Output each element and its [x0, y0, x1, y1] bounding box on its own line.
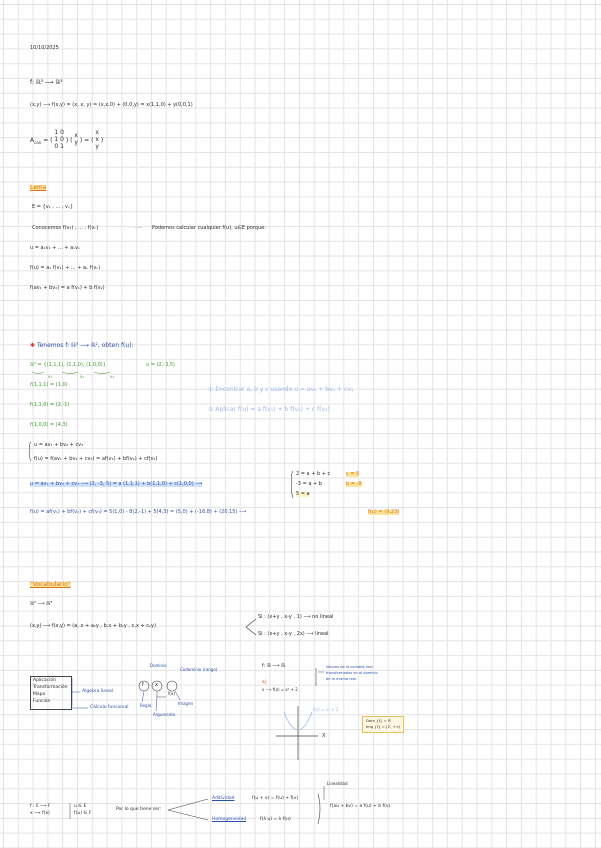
argumento-label: Argumento — [153, 712, 176, 717]
x-axis-label: X — [322, 733, 326, 739]
combined-eq: f(au + bv) = a f(u) + b f(v) — [330, 804, 391, 809]
graph-note-1: Valores de la variable real — [326, 665, 373, 669]
example-basis: ℝ³ = {(1,1,1), (1,1,0), (1,0,0)} — [30, 362, 106, 368]
vector-entry: x — [95, 135, 99, 143]
lema-u-def: u = a₁v₁ + ... + aₙvₙ — [30, 245, 81, 251]
matrix-row: 1 0 — [54, 135, 64, 143]
algebra-lineal-label: Algebra lineal — [82, 689, 113, 694]
calc-line: u = av₁ + bv₂ + cv₃ ⟶ (2, -3, 5) = a (1,1,1) + b(1,1,0) + c(1,0,0) ⟶ — [30, 481, 203, 487]
bottom-map: x ⟶ f(x) — [30, 811, 50, 816]
parabola-icon — [284, 712, 312, 730]
image-v2: f(1,1,0) = (2,-1) — [30, 402, 70, 408]
branch-arrow-icon — [246, 619, 256, 635]
homogeneidad-eq: f(λ u) = λ f(u) — [260, 817, 291, 822]
equation-1: 2 = a + b + c — [296, 471, 331, 477]
term-item: Transformación — [33, 685, 68, 690]
basis-sub-v1: v₁ — [48, 374, 52, 379]
bottom-brace-icon — [318, 794, 320, 824]
linealidad-label: Linealidad — [327, 781, 348, 786]
codomain-circle-icon — [167, 681, 177, 691]
final-answer: f(u) = (9,23) — [368, 509, 400, 515]
output-vector — [95, 130, 99, 151]
graph-note-2: transformados en el dominio — [326, 671, 378, 675]
dominio-label: Dominio — [150, 663, 167, 668]
star-icon: ✱ — [30, 342, 36, 349]
f-node: f — [142, 682, 144, 688]
image-v3: f(1,0,0) = (4,3) — [30, 422, 68, 428]
matrix-row: 1 0 — [54, 129, 64, 136]
rule-circle-icon — [139, 681, 149, 691]
homogeneidad-label: Homogeneidad — [212, 817, 247, 822]
bottom-cond-2: f(u) ∈ F — [74, 811, 92, 816]
canonical-matrix: $A_{can}$ = ( 1 0 1 0 0 1 ) ( x y ) = ( x x y ) — [30, 129, 104, 150]
domain-image-box — [362, 716, 404, 733]
graph-ej-label: ej: — [262, 679, 267, 684]
matrix-subscript: can — [34, 140, 42, 146]
fx-node: f(x) — [168, 691, 175, 696]
example-title: Tenemos f: ℝ³ ⟶ ℝ², obten f(u): — [36, 342, 134, 349]
regla-label: Regla — [140, 703, 152, 708]
solution-b: b = -8 — [346, 481, 362, 487]
function-expansion: (x,y) ⟶ f(x,y) = (x, x, y) = (x,x,0) + (0,0,y) = x(1,1,0) + y(0,0,1) — [30, 102, 193, 108]
lema-podemos: Podemos calcular cualquier f(u), u∈E porque: — [152, 225, 266, 231]
step-2: ② Aplicar f(u) = a f(v₁) + b f(v₂) + c f(v₃) — [208, 406, 330, 413]
basis-sub-v3: v₃ — [110, 374, 114, 379]
arrow-icon: ⟶ — [134, 225, 142, 231]
vector-entry: x — [95, 129, 99, 136]
equation-2: -3 = a + b — [296, 481, 322, 487]
system-brace-icon — [29, 442, 31, 461]
x-node: x — [155, 682, 158, 688]
vocab-case-linear: Si : (x+y , x-y , 2x) ⟶ lineal — [258, 631, 329, 637]
matrix-row: 0 1 — [54, 142, 64, 150]
bottom-ask: Por lo que tiene ser: — [116, 807, 162, 812]
mapping-arrow-icon — [157, 691, 166, 697]
term-item: Aplicación — [33, 678, 56, 683]
graph-axes-icon — [276, 706, 318, 760]
vocab-general: (x,y) ⟶ f(x,y) = (a, x + a₁y , b,x + b₁y , c,x + c₁y) — [30, 623, 156, 629]
equation-3: 5 = a — [296, 491, 310, 497]
bottom-f: f : E ⟶ F — [30, 804, 51, 809]
matrix-label: A — [30, 136, 35, 144]
lema-title: Lema — [30, 184, 47, 191]
graph-example: x ⟶ f(x) = x² + 2 — [262, 687, 298, 692]
basis-brace-icon — [32, 372, 110, 374]
step-1: ① Encontrar a, b y c usando u = av₁ + bv₂ + cv₃ — [208, 386, 354, 393]
graph-map: f: ℝ ⟶ ℝ — [262, 663, 286, 669]
vocab-case-nonlinear: Si : (x+y , x-y , 1) ⟶ no lineal — [258, 614, 334, 620]
term-item: Mapa — [33, 692, 46, 697]
basis-sub-v2: v₂ — [80, 374, 84, 379]
bottom-branch-icon — [168, 799, 208, 820]
term-item: Función — [33, 699, 51, 704]
system-line-2: f(u) = f(av₁ + bv₂ + cv₃) = af(v₁) + bf(v₂) + cf(v₃) — [34, 456, 158, 462]
vocab-map: ℝ² ⟶ ℝ³ — [30, 601, 53, 607]
lema-linear: f(av₁ + bv₂) = a f(v₁) + b f(v₂) — [30, 285, 105, 291]
solution-c: c = 5 — [346, 471, 360, 477]
lema-fu: f(u) = a₁ f(v₁) + ... + aₙ f(vₙ) — [30, 265, 101, 271]
image-v1: f(1,1,1) = (1,0) — [30, 382, 68, 388]
matrix-body — [54, 130, 64, 151]
function-definition: f: ℝ³ ⟶ ℝ³ — [30, 79, 63, 86]
lema-basis: E = {v₁ , ... , vₙ} — [32, 204, 74, 210]
vocab-title: "Vocabulario" — [30, 581, 71, 588]
graph-note-3: de la misma real — [326, 677, 357, 681]
vector-entry: y — [74, 139, 78, 147]
vector-entry: x — [74, 132, 78, 140]
system-line-1: u = av₁ + bv₂ + cv₃ — [34, 442, 84, 448]
vector-entry: y — [95, 142, 99, 150]
aditividad-eq: f(u + v) = f(u) + f(v) — [252, 796, 299, 801]
example-header — [30, 343, 134, 349]
bottom-cond-1: u ∈ E — [74, 804, 87, 809]
imagen-label: Imagen — [178, 701, 194, 706]
calculo-funcional-label: Cálculo funcional — [90, 705, 129, 710]
dom-text: Dom {f} = ℝ — [366, 718, 391, 723]
terms-box — [30, 676, 72, 710]
aditividad-label: Aditividad — [212, 796, 235, 801]
date: 10/10/2025 — [30, 45, 59, 51]
curve-label: f(x) = x² + 2 — [313, 707, 339, 712]
lema-conocemos: Conocemos f(v₁) , ... , f(vₙ) — [32, 225, 99, 231]
img-text: Img {f} = [2, +∞) — [366, 724, 401, 729]
input-vector — [74, 133, 78, 147]
codominio-label: Codominio (rango) — [180, 667, 218, 672]
final-calc: f(u) = af(v₁) + bf(v₂) + cf(v₃) = 5(1,0) - 8(2,-1) + 5(4,3) = (5,0) + (-16,8) + (20,15) ⟶ — [30, 509, 247, 515]
equation-brace-icon — [291, 471, 293, 498]
example-u: u = (2,-3,5) — [146, 362, 175, 368]
